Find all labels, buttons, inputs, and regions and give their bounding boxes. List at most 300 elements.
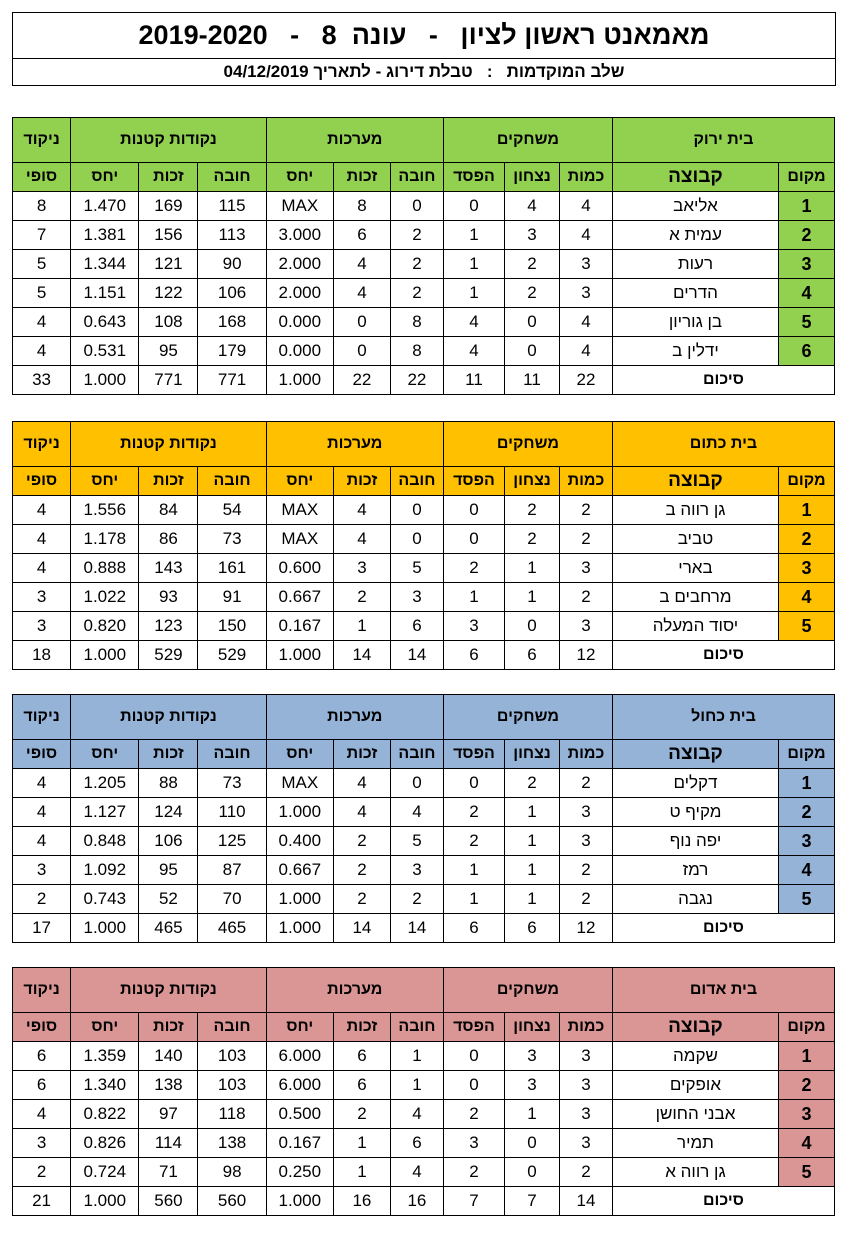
pf-cell: 52 bbox=[139, 885, 198, 914]
sf-cell: 6 bbox=[333, 1071, 390, 1100]
games-header: משחקים bbox=[443, 695, 612, 740]
played-cell: 2 bbox=[560, 496, 613, 525]
points-against-col-header: חובה bbox=[198, 1013, 266, 1042]
total-pa-cell: 465 bbox=[198, 914, 266, 943]
pf-cell: 143 bbox=[139, 554, 198, 583]
lost-cell: 2 bbox=[443, 1100, 504, 1129]
table-row bbox=[13, 612, 835, 641]
won-cell: 1 bbox=[505, 798, 560, 827]
table-row bbox=[13, 337, 835, 366]
played-cell: 3 bbox=[560, 1129, 613, 1158]
score-cell: 4 bbox=[13, 525, 71, 554]
table-row bbox=[13, 554, 835, 583]
lost-col-header: הפסד bbox=[443, 1013, 504, 1042]
pf-cell: 124 bbox=[139, 798, 198, 827]
score-cell: 2 bbox=[13, 885, 71, 914]
pf-cell: 84 bbox=[139, 496, 198, 525]
final-score-col-header: סופי bbox=[13, 1013, 71, 1042]
table-row bbox=[13, 279, 835, 308]
won-cell: 0 bbox=[505, 337, 560, 366]
won-cell: 2 bbox=[505, 250, 560, 279]
table-row bbox=[13, 885, 835, 914]
total-row bbox=[13, 914, 835, 943]
rank-cell: 4 bbox=[778, 279, 834, 308]
page-subtitle: שלב המוקדמות : טבלת דירוג - לתאריך 04/12/2019 bbox=[223, 62, 625, 81]
points-header: נקודות קטנות bbox=[71, 968, 267, 1013]
lost-col-header: הפסד bbox=[443, 163, 504, 192]
table-row bbox=[13, 769, 835, 798]
pr-cell: 1.178 bbox=[71, 525, 139, 554]
pf-cell: 95 bbox=[139, 856, 198, 885]
total-sa-cell: 14 bbox=[390, 641, 443, 670]
sets-ratio-col-header: יחס bbox=[266, 740, 333, 769]
total-played-cell: 14 bbox=[560, 1187, 613, 1216]
total-label: סיכום bbox=[612, 641, 834, 670]
pa-cell: 115 bbox=[198, 192, 266, 221]
sets-for-col-header: זכות bbox=[333, 1013, 390, 1042]
sf-cell: 4 bbox=[333, 769, 390, 798]
played-col-header: כמות bbox=[560, 163, 613, 192]
final-score-col-header: סופי bbox=[13, 467, 71, 496]
won-col-header: נצחון bbox=[505, 1013, 560, 1042]
played-cell: 3 bbox=[560, 612, 613, 641]
total-pa-cell: 529 bbox=[198, 641, 266, 670]
table-row bbox=[13, 1129, 835, 1158]
sf-cell: 2 bbox=[333, 1100, 390, 1129]
pf-cell: 108 bbox=[139, 308, 198, 337]
won-cell: 0 bbox=[505, 308, 560, 337]
total-label: סיכום bbox=[612, 1187, 834, 1216]
won-cell: 4 bbox=[505, 192, 560, 221]
points-for-col-header: זכות bbox=[139, 163, 198, 192]
rank-cell: 3 bbox=[778, 827, 834, 856]
total-sa-cell: 22 bbox=[390, 366, 443, 395]
points-ratio-col-header: יחס bbox=[71, 1013, 139, 1042]
played-cell: 3 bbox=[560, 279, 613, 308]
table-row bbox=[13, 525, 835, 554]
team-col-header: קבוצה bbox=[612, 740, 778, 769]
points-against-col-header: חובה bbox=[198, 467, 266, 496]
lost-cell: 0 bbox=[443, 525, 504, 554]
group-name: בית כתום bbox=[612, 422, 834, 467]
sa-cell: 6 bbox=[390, 612, 443, 641]
rank-cell: 1 bbox=[778, 1042, 834, 1071]
group-name: בית כחול bbox=[612, 695, 834, 740]
rank-cell: 5 bbox=[778, 1158, 834, 1187]
pa-cell: 73 bbox=[198, 769, 266, 798]
lost-cell: 0 bbox=[443, 496, 504, 525]
total-lost-cell: 11 bbox=[443, 366, 504, 395]
rank-col-header: מקום bbox=[778, 163, 834, 192]
group-name: בית ירוק bbox=[612, 118, 834, 163]
sa-cell: 5 bbox=[390, 827, 443, 856]
sa-cell: 3 bbox=[390, 583, 443, 612]
sets-ratio-col-header: יחס bbox=[266, 163, 333, 192]
won-cell: 2 bbox=[505, 525, 560, 554]
sr-cell: 0.000 bbox=[266, 337, 333, 366]
score-cell: 3 bbox=[13, 612, 71, 641]
table-row bbox=[13, 308, 835, 337]
pr-cell: 1.359 bbox=[71, 1042, 139, 1071]
score-header: ניקוד bbox=[13, 118, 71, 163]
played-col-header: כמות bbox=[560, 740, 613, 769]
sr-cell: 0.600 bbox=[266, 554, 333, 583]
sf-cell: 3 bbox=[333, 554, 390, 583]
lost-cell: 1 bbox=[443, 250, 504, 279]
pr-cell: 0.822 bbox=[71, 1100, 139, 1129]
points-against-col-header: חובה bbox=[198, 740, 266, 769]
table-row bbox=[13, 496, 835, 525]
total-played-cell: 22 bbox=[560, 366, 613, 395]
pr-cell: 1.556 bbox=[71, 496, 139, 525]
sf-cell: 1 bbox=[333, 1129, 390, 1158]
final-score-col-header: סופי bbox=[13, 163, 71, 192]
played-cell: 2 bbox=[560, 885, 613, 914]
score-cell: 8 bbox=[13, 192, 71, 221]
pr-cell: 1.344 bbox=[71, 250, 139, 279]
team-col-header: קבוצה bbox=[612, 467, 778, 496]
sf-cell: 1 bbox=[333, 1158, 390, 1187]
sr-cell: MAX bbox=[266, 769, 333, 798]
score-cell: 3 bbox=[13, 856, 71, 885]
sa-cell: 0 bbox=[390, 192, 443, 221]
total-sr-cell: 1.000 bbox=[266, 366, 333, 395]
pa-cell: 70 bbox=[198, 885, 266, 914]
sf-cell: 4 bbox=[333, 525, 390, 554]
total-row bbox=[13, 366, 835, 395]
team-cell: טביב bbox=[612, 525, 778, 554]
pr-cell: 0.643 bbox=[71, 308, 139, 337]
team-cell: רעות bbox=[612, 250, 778, 279]
rank-col-header: מקום bbox=[778, 1013, 834, 1042]
played-cell: 3 bbox=[560, 1100, 613, 1129]
lost-cell: 1 bbox=[443, 221, 504, 250]
lost-cell: 1 bbox=[443, 885, 504, 914]
sets-header: מערכות bbox=[266, 422, 443, 467]
score-cell: 2 bbox=[13, 1158, 71, 1187]
pa-cell: 113 bbox=[198, 221, 266, 250]
total-pr-cell: 1.000 bbox=[71, 914, 139, 943]
pf-cell: 86 bbox=[139, 525, 198, 554]
pa-cell: 103 bbox=[198, 1042, 266, 1071]
sets-against-col-header: חובה bbox=[390, 467, 443, 496]
games-header: משחקים bbox=[443, 968, 612, 1013]
sf-cell: 2 bbox=[333, 827, 390, 856]
table-row bbox=[13, 1100, 835, 1129]
won-cell: 1 bbox=[505, 885, 560, 914]
total-pf-cell: 771 bbox=[139, 366, 198, 395]
points-ratio-col-header: יחס bbox=[71, 467, 139, 496]
page-title: מאמאנט ראשון לציון - עונה 8 - 2019-2020 bbox=[13, 13, 835, 59]
total-score-cell: 21 bbox=[13, 1187, 71, 1216]
rank-cell: 1 bbox=[778, 496, 834, 525]
lost-col-header: הפסד bbox=[443, 467, 504, 496]
played-col-header: כמות bbox=[560, 467, 613, 496]
pf-cell: 138 bbox=[139, 1071, 198, 1100]
played-cell: 2 bbox=[560, 525, 613, 554]
sets-header: מערכות bbox=[266, 968, 443, 1013]
played-cell: 3 bbox=[560, 1042, 613, 1071]
total-sf-cell: 16 bbox=[333, 1187, 390, 1216]
played-cell: 2 bbox=[560, 856, 613, 885]
total-played-cell: 12 bbox=[560, 641, 613, 670]
won-cell: 1 bbox=[505, 583, 560, 612]
points-ratio-col-header: יחס bbox=[71, 163, 139, 192]
rank-cell: 6 bbox=[778, 337, 834, 366]
total-score-cell: 33 bbox=[13, 366, 71, 395]
sets-ratio-col-header: יחס bbox=[266, 1013, 333, 1042]
sa-cell: 0 bbox=[390, 496, 443, 525]
won-cell: 0 bbox=[505, 1129, 560, 1158]
group-table-2 bbox=[12, 694, 835, 943]
pa-cell: 90 bbox=[198, 250, 266, 279]
total-score-cell: 17 bbox=[13, 914, 71, 943]
total-row bbox=[13, 641, 835, 670]
team-col-header: קבוצה bbox=[612, 163, 778, 192]
score-cell: 5 bbox=[13, 279, 71, 308]
pf-cell: 114 bbox=[139, 1129, 198, 1158]
lost-cell: 2 bbox=[443, 554, 504, 583]
pa-cell: 54 bbox=[198, 496, 266, 525]
played-cell: 3 bbox=[560, 1071, 613, 1100]
pa-cell: 87 bbox=[198, 856, 266, 885]
lost-cell: 2 bbox=[443, 827, 504, 856]
points-for-col-header: זכות bbox=[139, 1013, 198, 1042]
rank-cell: 5 bbox=[778, 308, 834, 337]
sf-cell: 4 bbox=[333, 798, 390, 827]
group-name: בית אדום bbox=[612, 968, 834, 1013]
rank-cell: 5 bbox=[778, 885, 834, 914]
total-pr-cell: 1.000 bbox=[71, 641, 139, 670]
team-cell: תמיר bbox=[612, 1129, 778, 1158]
sa-cell: 1 bbox=[390, 1071, 443, 1100]
lost-cell: 0 bbox=[443, 769, 504, 798]
pf-cell: 140 bbox=[139, 1042, 198, 1071]
score-cell: 5 bbox=[13, 250, 71, 279]
sets-for-col-header: זכות bbox=[333, 163, 390, 192]
pa-cell: 91 bbox=[198, 583, 266, 612]
games-header: משחקים bbox=[443, 118, 612, 163]
played-cell: 3 bbox=[560, 827, 613, 856]
pr-cell: 1.470 bbox=[71, 192, 139, 221]
team-cell: אליאב bbox=[612, 192, 778, 221]
sf-cell: 6 bbox=[333, 1042, 390, 1071]
total-lost-cell: 7 bbox=[443, 1187, 504, 1216]
team-cell: שקמה bbox=[612, 1042, 778, 1071]
sa-cell: 4 bbox=[390, 798, 443, 827]
sr-cell: 0.400 bbox=[266, 827, 333, 856]
won-cell: 2 bbox=[505, 279, 560, 308]
won-cell: 0 bbox=[505, 612, 560, 641]
rank-cell: 3 bbox=[778, 1100, 834, 1129]
group-table-3 bbox=[12, 967, 835, 1216]
table-row bbox=[13, 221, 835, 250]
total-sr-cell: 1.000 bbox=[266, 1187, 333, 1216]
sf-cell: 8 bbox=[333, 192, 390, 221]
table-row bbox=[13, 1071, 835, 1100]
rank-cell: 5 bbox=[778, 612, 834, 641]
sr-cell: 3.000 bbox=[266, 221, 333, 250]
pr-cell: 0.820 bbox=[71, 612, 139, 641]
table-row bbox=[13, 250, 835, 279]
pf-cell: 97 bbox=[139, 1100, 198, 1129]
won-col-header: נצחון bbox=[505, 467, 560, 496]
lost-cell: 2 bbox=[443, 1158, 504, 1187]
score-header: ניקוד bbox=[13, 422, 71, 467]
sf-cell: 1 bbox=[333, 612, 390, 641]
points-header: נקודות קטנות bbox=[71, 695, 267, 740]
sa-cell: 8 bbox=[390, 337, 443, 366]
pf-cell: 122 bbox=[139, 279, 198, 308]
total-won-cell: 11 bbox=[505, 366, 560, 395]
pa-cell: 73 bbox=[198, 525, 266, 554]
pa-cell: 161 bbox=[198, 554, 266, 583]
total-label: סיכום bbox=[612, 914, 834, 943]
team-cell: מרחבים ב bbox=[612, 583, 778, 612]
score-header: ניקוד bbox=[13, 695, 71, 740]
rank-cell: 3 bbox=[778, 554, 834, 583]
pa-cell: 106 bbox=[198, 279, 266, 308]
sr-cell: MAX bbox=[266, 496, 333, 525]
score-cell: 4 bbox=[13, 554, 71, 583]
total-played-cell: 12 bbox=[560, 914, 613, 943]
score-cell: 6 bbox=[13, 1071, 71, 1100]
sr-cell: 0.667 bbox=[266, 583, 333, 612]
score-cell: 3 bbox=[13, 583, 71, 612]
sf-cell: 0 bbox=[333, 337, 390, 366]
total-sf-cell: 14 bbox=[333, 914, 390, 943]
sr-cell: MAX bbox=[266, 192, 333, 221]
sa-cell: 2 bbox=[390, 885, 443, 914]
group-table-1 bbox=[12, 421, 835, 670]
played-cell: 3 bbox=[560, 554, 613, 583]
sr-cell: 6.000 bbox=[266, 1071, 333, 1100]
sa-cell: 2 bbox=[390, 250, 443, 279]
sa-cell: 1 bbox=[390, 1042, 443, 1071]
sa-cell: 4 bbox=[390, 1100, 443, 1129]
team-cell: אופקים bbox=[612, 1071, 778, 1100]
team-col-header: קבוצה bbox=[612, 1013, 778, 1042]
lost-cell: 0 bbox=[443, 1071, 504, 1100]
total-pa-cell: 560 bbox=[198, 1187, 266, 1216]
sets-against-col-header: חובה bbox=[390, 740, 443, 769]
won-col-header: נצחון bbox=[505, 740, 560, 769]
total-pf-cell: 560 bbox=[139, 1187, 198, 1216]
won-cell: 1 bbox=[505, 856, 560, 885]
pr-cell: 1.151 bbox=[71, 279, 139, 308]
table-row bbox=[13, 798, 835, 827]
score-cell: 7 bbox=[13, 221, 71, 250]
total-sf-cell: 14 bbox=[333, 641, 390, 670]
total-sa-cell: 14 bbox=[390, 914, 443, 943]
pa-cell: 110 bbox=[198, 798, 266, 827]
sets-ratio-col-header: יחס bbox=[266, 467, 333, 496]
pf-cell: 71 bbox=[139, 1158, 198, 1187]
team-cell: יסוד המעלה bbox=[612, 612, 778, 641]
pr-cell: 0.531 bbox=[71, 337, 139, 366]
points-ratio-col-header: יחס bbox=[71, 740, 139, 769]
team-cell: גן רווה א bbox=[612, 1158, 778, 1187]
score-cell: 4 bbox=[13, 798, 71, 827]
pf-cell: 93 bbox=[139, 583, 198, 612]
sets-for-col-header: זכות bbox=[333, 467, 390, 496]
sr-cell: 0.500 bbox=[266, 1100, 333, 1129]
played-cell: 2 bbox=[560, 1158, 613, 1187]
points-for-col-header: זכות bbox=[139, 467, 198, 496]
total-sf-cell: 22 bbox=[333, 366, 390, 395]
pa-cell: 118 bbox=[198, 1100, 266, 1129]
score-cell: 4 bbox=[13, 769, 71, 798]
pr-cell: 1.381 bbox=[71, 221, 139, 250]
won-cell: 3 bbox=[505, 1042, 560, 1071]
total-lost-cell: 6 bbox=[443, 914, 504, 943]
sf-cell: 4 bbox=[333, 496, 390, 525]
total-score-cell: 18 bbox=[13, 641, 71, 670]
lost-cell: 4 bbox=[443, 337, 504, 366]
group-table-0 bbox=[12, 117, 835, 395]
sa-cell: 0 bbox=[390, 769, 443, 798]
team-cell: בארי bbox=[612, 554, 778, 583]
points-for-col-header: זכות bbox=[139, 740, 198, 769]
pr-cell: 1.205 bbox=[71, 769, 139, 798]
team-cell: גן רווה ב bbox=[612, 496, 778, 525]
won-cell: 2 bbox=[505, 769, 560, 798]
team-cell: עמית א bbox=[612, 221, 778, 250]
won-cell: 3 bbox=[505, 221, 560, 250]
rank-cell: 1 bbox=[778, 192, 834, 221]
sr-cell: 0.167 bbox=[266, 1129, 333, 1158]
total-sr-cell: 1.000 bbox=[266, 641, 333, 670]
rank-cell: 2 bbox=[778, 221, 834, 250]
rank-cell: 2 bbox=[778, 525, 834, 554]
lost-cell: 0 bbox=[443, 1042, 504, 1071]
score-cell: 4 bbox=[13, 308, 71, 337]
rank-cell: 4 bbox=[778, 1129, 834, 1158]
lost-cell: 3 bbox=[443, 1129, 504, 1158]
won-cell: 1 bbox=[505, 554, 560, 583]
rank-cell: 4 bbox=[778, 856, 834, 885]
games-header: משחקים bbox=[443, 422, 612, 467]
pa-cell: 179 bbox=[198, 337, 266, 366]
played-cell: 4 bbox=[560, 337, 613, 366]
score-cell: 6 bbox=[13, 1042, 71, 1071]
sets-header: מערכות bbox=[266, 118, 443, 163]
rank-cell: 4 bbox=[778, 583, 834, 612]
won-cell: 3 bbox=[505, 1071, 560, 1100]
sf-cell: 6 bbox=[333, 221, 390, 250]
sr-cell: 0.250 bbox=[266, 1158, 333, 1187]
won-cell: 2 bbox=[505, 496, 560, 525]
played-cell: 4 bbox=[560, 308, 613, 337]
team-cell: בן גוריון bbox=[612, 308, 778, 337]
pf-cell: 156 bbox=[139, 221, 198, 250]
pr-cell: 0.848 bbox=[71, 827, 139, 856]
won-cell: 0 bbox=[505, 1158, 560, 1187]
total-pf-cell: 529 bbox=[139, 641, 198, 670]
total-won-cell: 6 bbox=[505, 641, 560, 670]
score-cell: 4 bbox=[13, 827, 71, 856]
played-col-header: כמות bbox=[560, 1013, 613, 1042]
table-row bbox=[13, 856, 835, 885]
total-label: סיכום bbox=[612, 366, 834, 395]
sr-cell: 0.000 bbox=[266, 308, 333, 337]
sa-cell: 2 bbox=[390, 221, 443, 250]
total-row bbox=[13, 1187, 835, 1216]
score-header: ניקוד bbox=[13, 968, 71, 1013]
lost-cell: 1 bbox=[443, 279, 504, 308]
sets-for-col-header: זכות bbox=[333, 740, 390, 769]
table-row bbox=[13, 583, 835, 612]
